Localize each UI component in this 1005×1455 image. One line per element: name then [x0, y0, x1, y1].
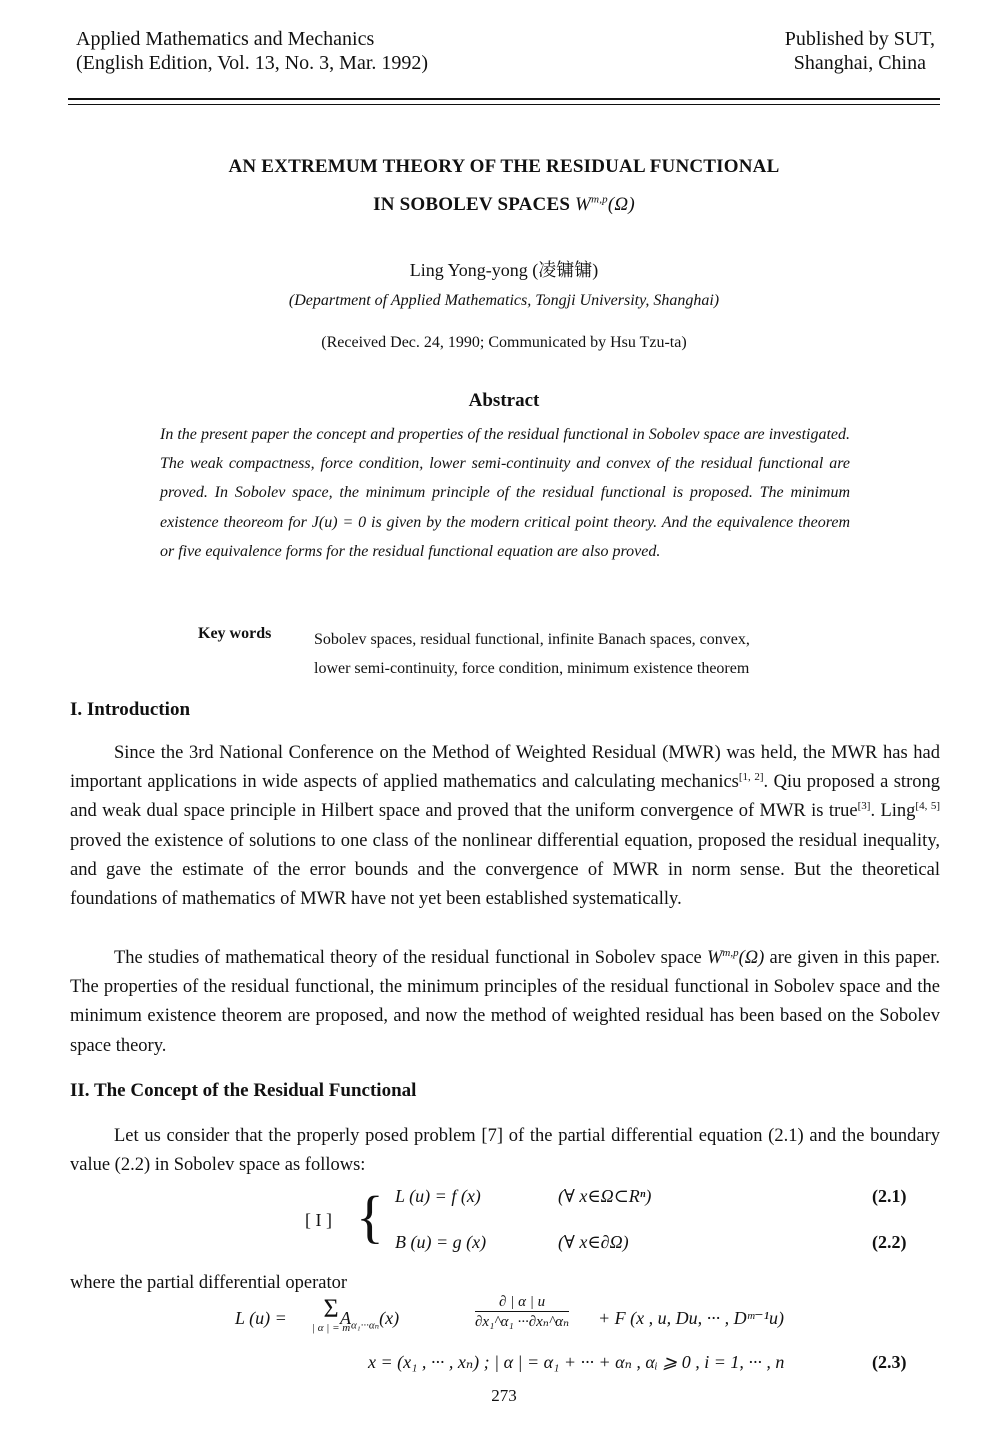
author: Ling Yong-yong (凌镛镛) [409, 260, 599, 280]
section-heading-residual-functional: II. The Concept of the Residual Functional [70, 1080, 417, 1101]
intro-p2-text-b: are given in this paper. The properties of the residual functional, the minimum principles of the residual functional in Sobolev space and the minimum existence theorem are proposed, and now the method of weighted residual has been based on the Sobolev space theory. [70, 948, 940, 1056]
intro-p1-text-c: . Ling [870, 801, 916, 822]
journal-header [76, 27, 428, 75]
publisher-location: Shanghai, China [793, 52, 926, 74]
paper-title-line2 [68, 194, 940, 216]
section2-paragraph-1: Let us consider that the properly posed problem [7] of the partial differential equation (2.1) and the boundary value (2.2) in Sobolev space as follows: [70, 1126, 940, 1176]
journal-edition: (English Edition, Vol. 13, No. 3, Mar. 1992) [76, 52, 429, 74]
equation-2-3-coefficient [340, 1308, 399, 1332]
intro-paragraph-1 [70, 739, 940, 914]
citation-1-2: [1, 2] [738, 771, 764, 784]
keywords-line1: Sobolev spaces, residual functional, infinite Banach spaces, convex, [314, 631, 750, 648]
abstract-heading: Abstract [468, 390, 540, 411]
summation-subscript: | α | = m [312, 1322, 351, 1334]
section-heading-introduction: I. Introduction [70, 699, 191, 720]
publisher-header [785, 27, 935, 75]
title-math-w: W [575, 194, 592, 215]
title-math-sup: m,p [591, 193, 608, 206]
section2-paragraph-2: where the partial differential operator [70, 1273, 348, 1293]
equation-number-2-1: (2.1) [872, 1186, 907, 1206]
system-label: [ I ] [305, 1210, 332, 1230]
intro-p2-text-a: The studies of mathematical theory of the residual functional in Sobolev space [114, 948, 707, 968]
paper-title-line1: AN EXTREMUM THEORY OF THE RESIDUAL FUNCTIONAL [228, 156, 780, 177]
equation-2-1-lhs: L (u) = f (x) [395, 1186, 481, 1206]
citation-3: [3] [857, 800, 871, 813]
received-line: (Received Dec. 24, 1990; Communicated by Hsu Tzu-ta) [321, 334, 687, 351]
citation-4-5: [4, 5] [915, 800, 940, 813]
intro-p1-text-d: proved the existence of solutions to one class of the nonlinear differential equation, proposed the residual inequality, and gave the estimate of the error bounds and the convergence of MWR in norm sense. But the theoretical foundations of mathematics of MWR have not yet been established systematically. [70, 830, 940, 910]
intro-p1-text-b: . Qiu proposed a strong and weak dual space principle in Hilbert space and proved that the uniform convergence of MWR is true [70, 772, 940, 822]
equation-number-2-3: (2.3) [872, 1352, 907, 1372]
intro-p1-text-a: Since the 3rd National Conference on the Method of Weighted Residual (MWR) was held, the MWR has had important applications in wide aspects of applied mathematics and calculating mechanics [70, 743, 940, 793]
system-brace: { [356, 1184, 384, 1249]
equation-2-3-fraction [475, 1294, 569, 1331]
keywords-line2: lower semi-continuity, force condition, minimum existence theorem [314, 660, 750, 677]
equation-2-3-lhs: L (u) = [235, 1308, 287, 1328]
intro-p2-math-sup: m,p [722, 946, 739, 959]
fraction-numerator: ∂ | α | u [475, 1294, 569, 1312]
fraction-denominator: ∂x₁^α₁ ···∂xₙ^αₙ [475, 1314, 570, 1330]
keywords-text [314, 625, 874, 683]
coefficient-a: A [340, 1308, 351, 1328]
title-math-arg: (Ω) [607, 194, 635, 215]
equation-number-2-2: (2.2) [872, 1232, 907, 1252]
summation-symbol: Σ [323, 1294, 339, 1323]
abstract-text: In the present paper the concept and properties of the residual functional in Sobolev space are investigated. The weak compactness, force condition, lower semi-continuity and convex of the residual functional are proved. In Sobolev space, the minimum principle of the residual functional is proposed. The minimum existence theoreom for J(u) = 0 is given by the modern critical point theory. And the equivalence theorem or five equivalence forms for the residual functional equation are also proved. [160, 426, 850, 560]
equation-2-3-conditions: x = (x₁ , ··· , xₙ) ; | α | = α₁ + ··· + αₙ , αᵢ ⩾ 0 , i = 1, ··· , n [368, 1352, 785, 1372]
intro-paragraph-2 [70, 944, 940, 1061]
equation-2-2-lhs: B (u) = g (x) [395, 1232, 487, 1252]
keywords-label: Key words [198, 625, 272, 642]
journal-name: Applied Mathematics and Mechanics [76, 28, 375, 50]
paper-title-text: IN SOBOLEV SPACES [373, 194, 571, 215]
intro-p2-math-arg: (Ω) [738, 948, 765, 968]
equation-2-2-condition: (∀ x∈∂Ω) [558, 1232, 629, 1252]
header-rule-thick [68, 98, 940, 100]
publisher-name: Published by SUT, [784, 28, 935, 50]
equation-2-1-condition: (∀ x∈Ω⊂Rⁿ) [558, 1186, 652, 1206]
intro-p2-math-w: W [706, 948, 723, 968]
page-number: 273 [491, 1386, 517, 1405]
header-rule-thin [68, 104, 940, 105]
equation-2-3-remainder: + F (x , u, Du, ··· , Dᵐ⁻¹u) [598, 1308, 785, 1328]
coefficient-subscript: α₁···αₙ [351, 1319, 380, 1332]
affiliation: (Department of Applied Mathematics, Tongji University, Shanghai) [288, 292, 720, 309]
coefficient-arg: (x) [379, 1308, 400, 1328]
